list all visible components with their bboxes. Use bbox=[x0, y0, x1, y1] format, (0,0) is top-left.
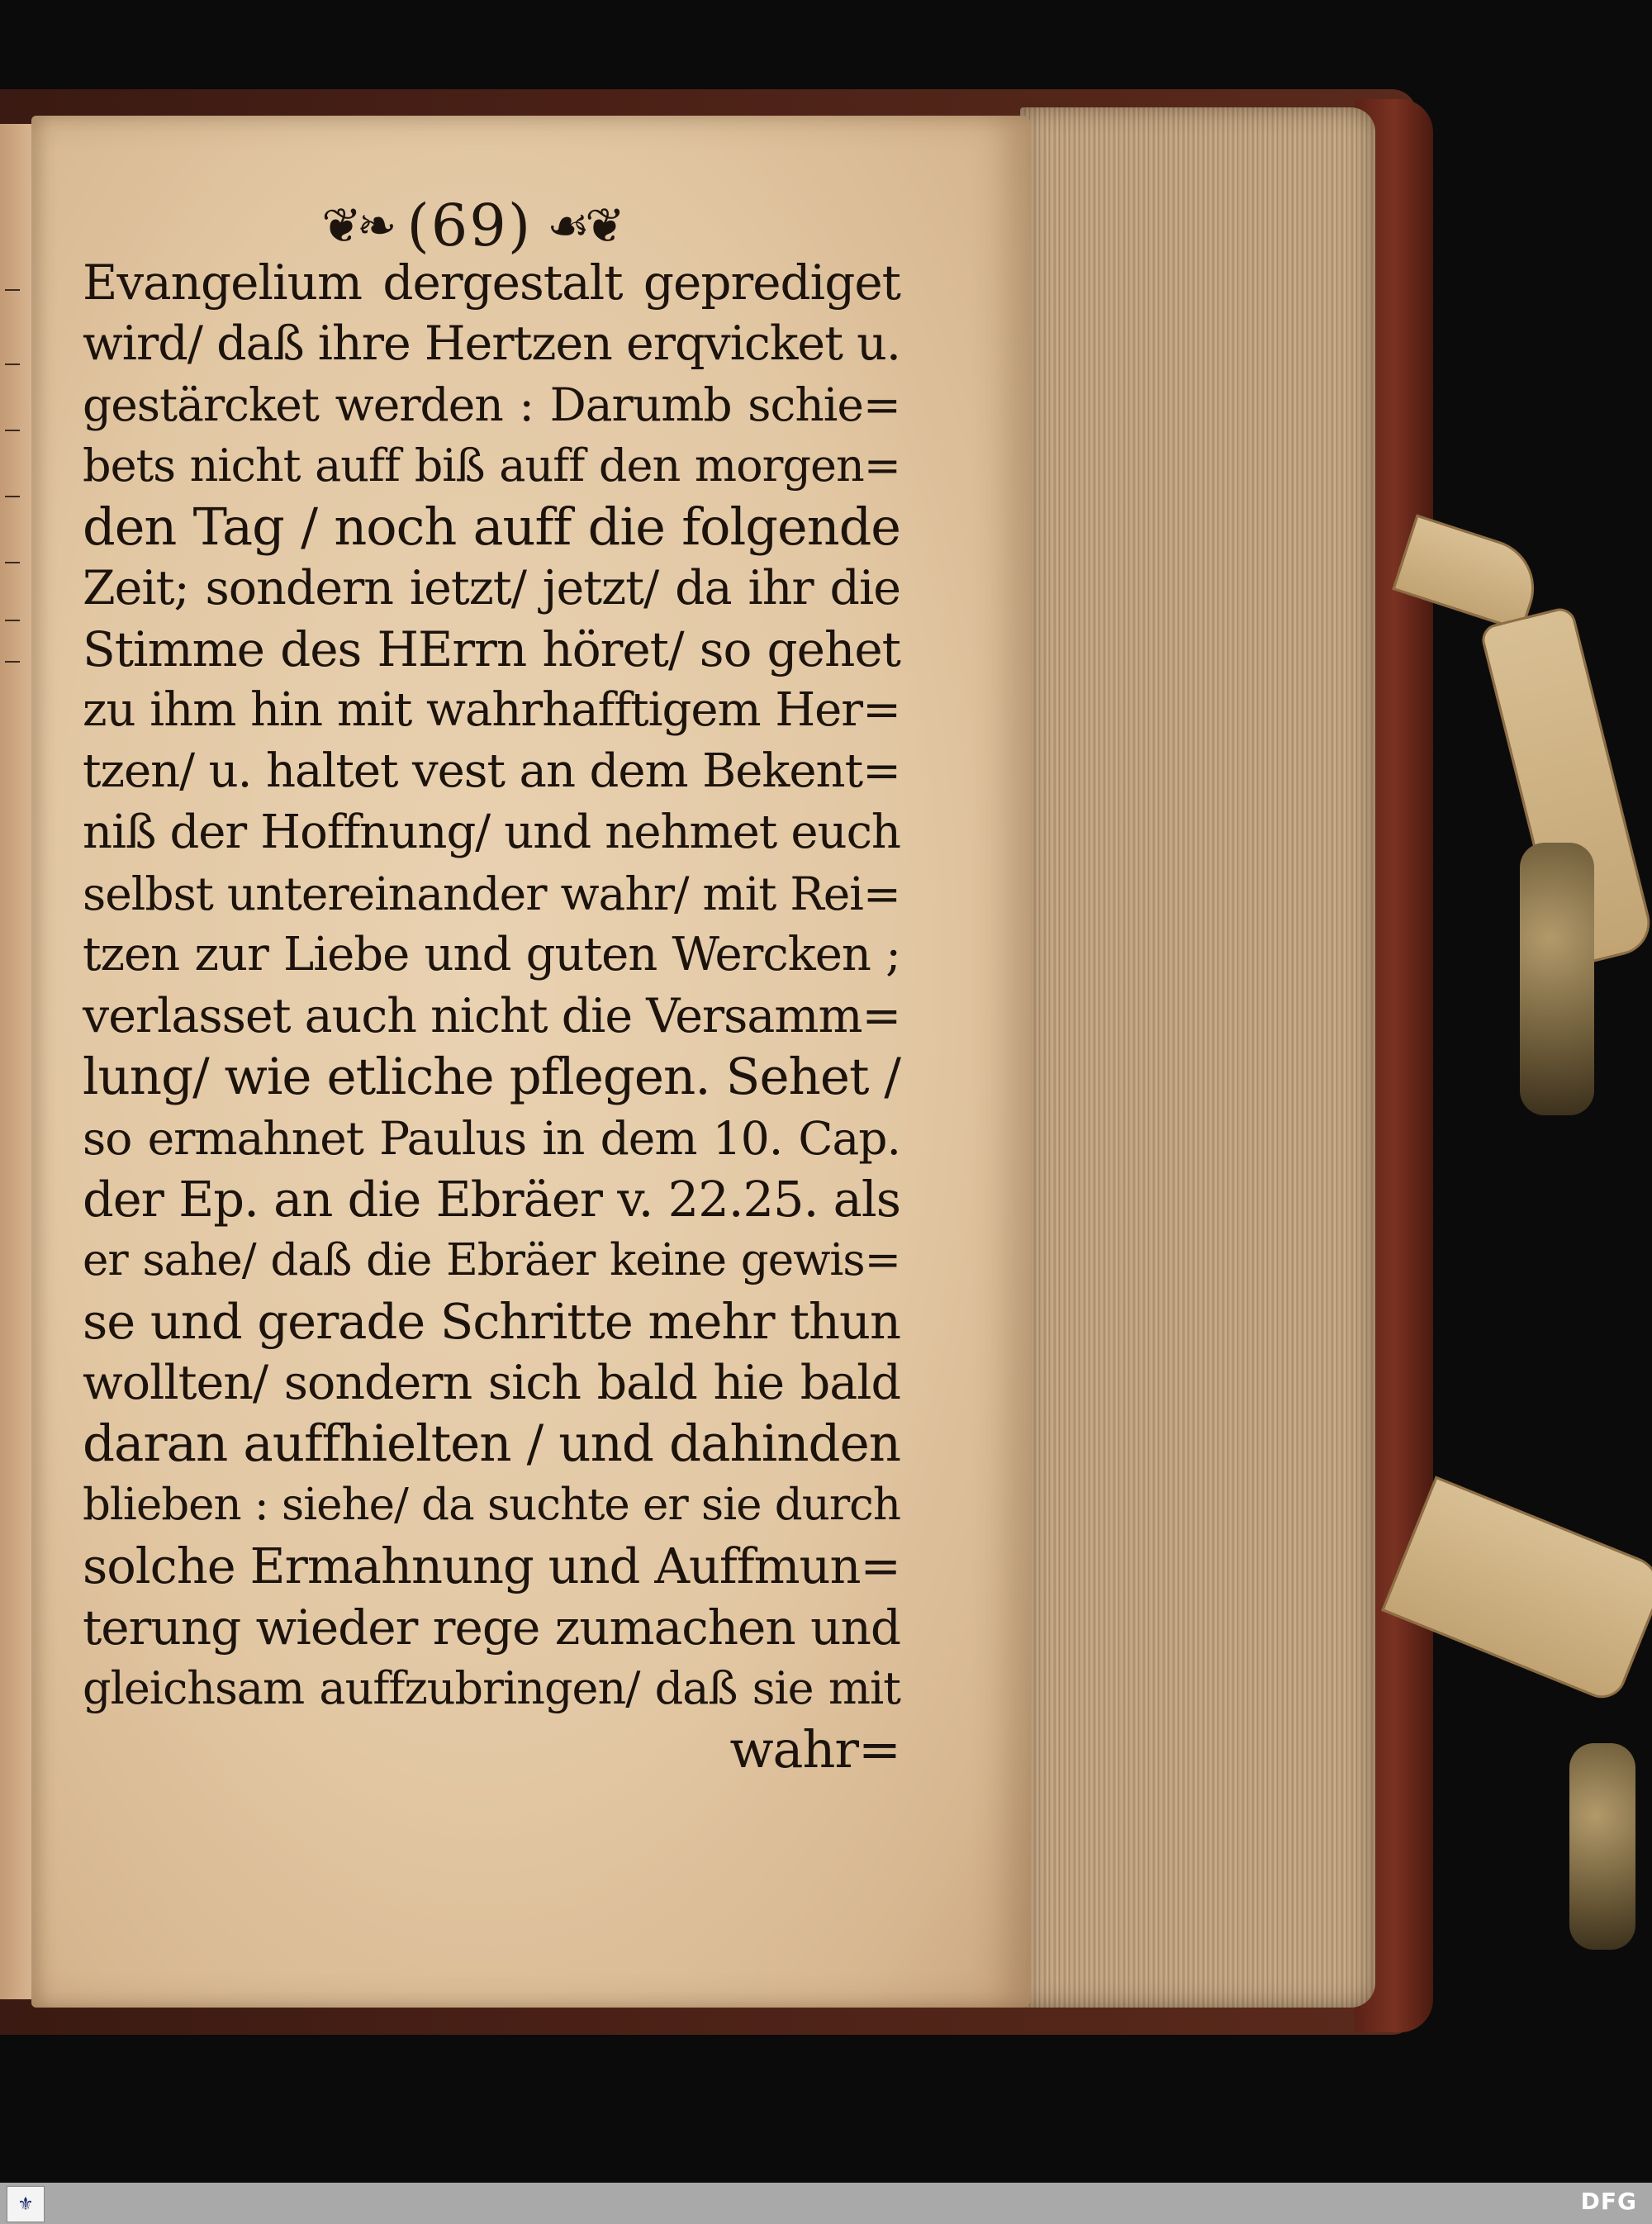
text-line: so ermahnet Paulus in dem 10. Cap. bbox=[83, 1112, 900, 1165]
text-line: se und gerade Schritte mehr thun bbox=[83, 1293, 900, 1350]
text-line: zu ihm hin mit wahrhafftigem Her= bbox=[83, 683, 900, 737]
text-line: blieben : siehe/ da suchte er sie durch bbox=[83, 1480, 900, 1530]
text-line: solche Ermahnung und Auffmun= bbox=[83, 1537, 900, 1594]
page-edges bbox=[1020, 107, 1375, 2008]
text-line: tzen/ u. haltet vest an dem Bekent= bbox=[83, 744, 900, 798]
footer-bar bbox=[0, 2183, 1652, 2224]
text-line: wird/ daß ihre Hertzen erqvicket u. bbox=[83, 316, 900, 371]
text-line: verlasset auch nicht die Versamm= bbox=[83, 989, 901, 1043]
text-line: lung/ wie etliche pflegen. Sehet / bbox=[83, 1048, 900, 1106]
text-line: der Ep. an die Ebräer v. 22.25. als bbox=[83, 1171, 900, 1228]
text-line: tzen zur Liebe und guten Wercken ; bbox=[83, 928, 900, 981]
ornament-right-icon: ☙❦ bbox=[547, 197, 620, 254]
text-line: wahr= bbox=[729, 1719, 900, 1780]
dfg-mark: DFG bbox=[1580, 2188, 1637, 2215]
text-line: Evangelium dergestalt geprediget bbox=[83, 254, 900, 311]
page-number: (69) bbox=[406, 192, 533, 259]
text-line: Stimme des HErrn höret/ so gehet bbox=[83, 621, 900, 677]
text-line: wollten/ sondern sich bald hie bald bbox=[83, 1356, 900, 1410]
page-text bbox=[83, 252, 900, 1780]
text-line: gleichsam auffzubringen/ daß sie mit bbox=[83, 1662, 900, 1714]
ornament-left-icon: ❦❧ bbox=[321, 197, 392, 254]
text-line: terung wieder rege zumachen und bbox=[83, 1599, 900, 1656]
text-line: bets nicht auff biß auff den morgen= bbox=[83, 440, 900, 492]
text-line: daran auffhielten / und dahinden bbox=[83, 1414, 900, 1473]
text-line: niß der Hoffnung/ und nehmet euch bbox=[83, 805, 900, 859]
text-line: Zeit; sondern ietzt/ jetzt/ da ihr die bbox=[83, 561, 900, 615]
text-line: gestärcket werden : Darumb schie= bbox=[83, 378, 900, 431]
text-line: er sahe/ daß die Ebräer keine gewis= bbox=[83, 1235, 900, 1285]
clasp-metal-upper-icon bbox=[1520, 843, 1594, 1115]
text-line: selbst untereinander wahr/ mit Rei= bbox=[83, 867, 900, 920]
text-line: den Tag / noch auff die folgende bbox=[83, 497, 900, 557]
library-seal-icon: ⚜ bbox=[7, 2186, 45, 2222]
clasp-metal-lower-icon bbox=[1569, 1743, 1635, 1950]
